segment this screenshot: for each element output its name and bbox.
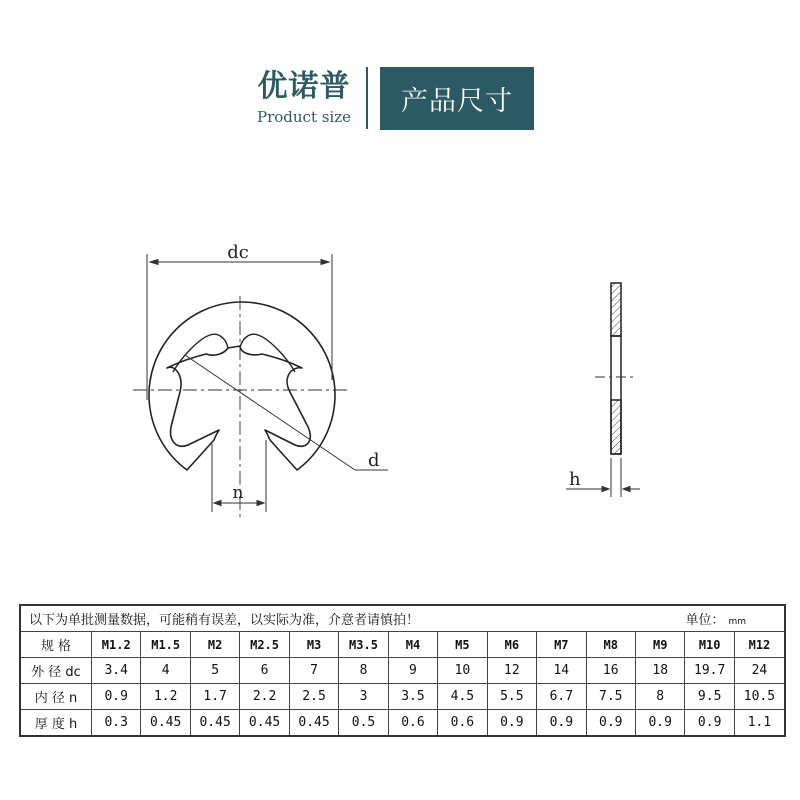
table-cell: 0.5 (339, 710, 388, 736)
table-cell: 9 (388, 658, 437, 684)
row-header: 内 径 n (21, 684, 92, 710)
e-clip-inner-edge-right (240, 334, 295, 372)
table-cell: 3 (339, 684, 388, 710)
table-cell: M5 (438, 632, 487, 658)
table-cell: 7 (289, 658, 338, 684)
label-h: h (569, 469, 581, 490)
e-clip-technical-drawing (0, 200, 800, 520)
table-cell: M4 (388, 632, 437, 658)
table-cell: M7 (537, 632, 586, 658)
table-row (21, 658, 784, 684)
section-title: 产品尺寸 (380, 67, 534, 130)
d-leader (185, 355, 388, 470)
brand-logo (250, 70, 358, 125)
spec-notice-row (21, 606, 784, 632)
table-cell: 6.7 (537, 684, 586, 710)
table-cell: 7.5 (586, 684, 635, 710)
dc-dimension (147, 254, 332, 400)
spec-notice: 以下为单批测量数据，可能稍有误差，以实际为准，介意者请慎拍！ (29, 613, 420, 628)
table-cell: 0.3 (92, 710, 141, 736)
table-cell: M2 (190, 632, 239, 658)
table-cell: 19.7 (685, 658, 734, 684)
table-row (21, 684, 784, 710)
table-cell: 1.1 (734, 710, 784, 736)
row-header: 外 径 dc (21, 658, 92, 684)
brand-name-en: Product size (256, 108, 352, 126)
table-cell: 0.6 (388, 710, 437, 736)
table-cell: 0.9 (92, 684, 141, 710)
label-dc: dc (227, 242, 249, 263)
header-divider (366, 67, 368, 129)
table-cell: 12 (487, 658, 536, 684)
table-cell: M12 (734, 632, 784, 658)
e-clip-outline (149, 302, 335, 470)
table-cell: 10 (438, 658, 487, 684)
table-cell: 4.5 (438, 684, 487, 710)
table-cell: 0.9 (487, 710, 536, 736)
table-cell: M9 (635, 632, 684, 658)
table-cell: 16 (586, 658, 635, 684)
table-cell: 6 (240, 658, 289, 684)
table-cell: 8 (635, 684, 684, 710)
table-cell: M1.5 (141, 632, 190, 658)
table-cell: 1.7 (190, 684, 239, 710)
table-cell: 8 (339, 658, 388, 684)
label-n: n (232, 483, 244, 503)
table-cell: 2.5 (289, 684, 338, 710)
table-cell: M6 (487, 632, 536, 658)
brand-name-cn: 优诺普 (257, 69, 351, 104)
table-cell: M3 (289, 632, 338, 658)
table-cell: 0.6 (438, 710, 487, 736)
table-cell: 0.9 (537, 710, 586, 736)
table-cell: 0.45 (190, 710, 239, 736)
table-cell: 10.5 (734, 684, 784, 710)
row-header: 厚 度 h (21, 710, 92, 736)
table-cell: 5 (190, 658, 239, 684)
table-cell: 0.45 (141, 710, 190, 736)
table-row (21, 632, 784, 658)
unit-label: 单位： (685, 613, 725, 628)
table-cell: 0.9 (635, 710, 684, 736)
table-cell: 0.45 (289, 710, 338, 736)
e-clip-front-view (149, 302, 335, 470)
e-clip-inner-edge (173, 334, 228, 372)
table-cell: 5.5 (487, 684, 536, 710)
label-d: d (368, 450, 380, 471)
table-cell: 18 (635, 658, 684, 684)
table-cell: 3.4 (92, 658, 141, 684)
spec-grid (21, 632, 784, 735)
e-clip-side-view (611, 283, 621, 454)
unit-value: mm (728, 617, 746, 627)
table-cell: 1.2 (141, 684, 190, 710)
table-cell: 2.2 (240, 684, 289, 710)
table-cell: 14 (537, 658, 586, 684)
table-cell: M10 (685, 632, 734, 658)
table-cell: 0.9 (685, 710, 734, 736)
table-cell: 24 (734, 658, 784, 684)
table-cell: 4 (141, 658, 190, 684)
spec-table (19, 604, 786, 737)
table-cell: 3.5 (388, 684, 437, 710)
unit-info (685, 609, 746, 628)
table-row (21, 710, 784, 736)
row-header: 规 格 (21, 632, 92, 658)
table-cell: M3.5 (339, 632, 388, 658)
table-cell: 9.5 (685, 684, 734, 710)
table-cell: M8 (586, 632, 635, 658)
table-cell: 0.45 (240, 710, 289, 736)
table-cell: 0.9 (586, 710, 635, 736)
table-cell: M2.5 (240, 632, 289, 658)
table-cell: M1.2 (92, 632, 141, 658)
